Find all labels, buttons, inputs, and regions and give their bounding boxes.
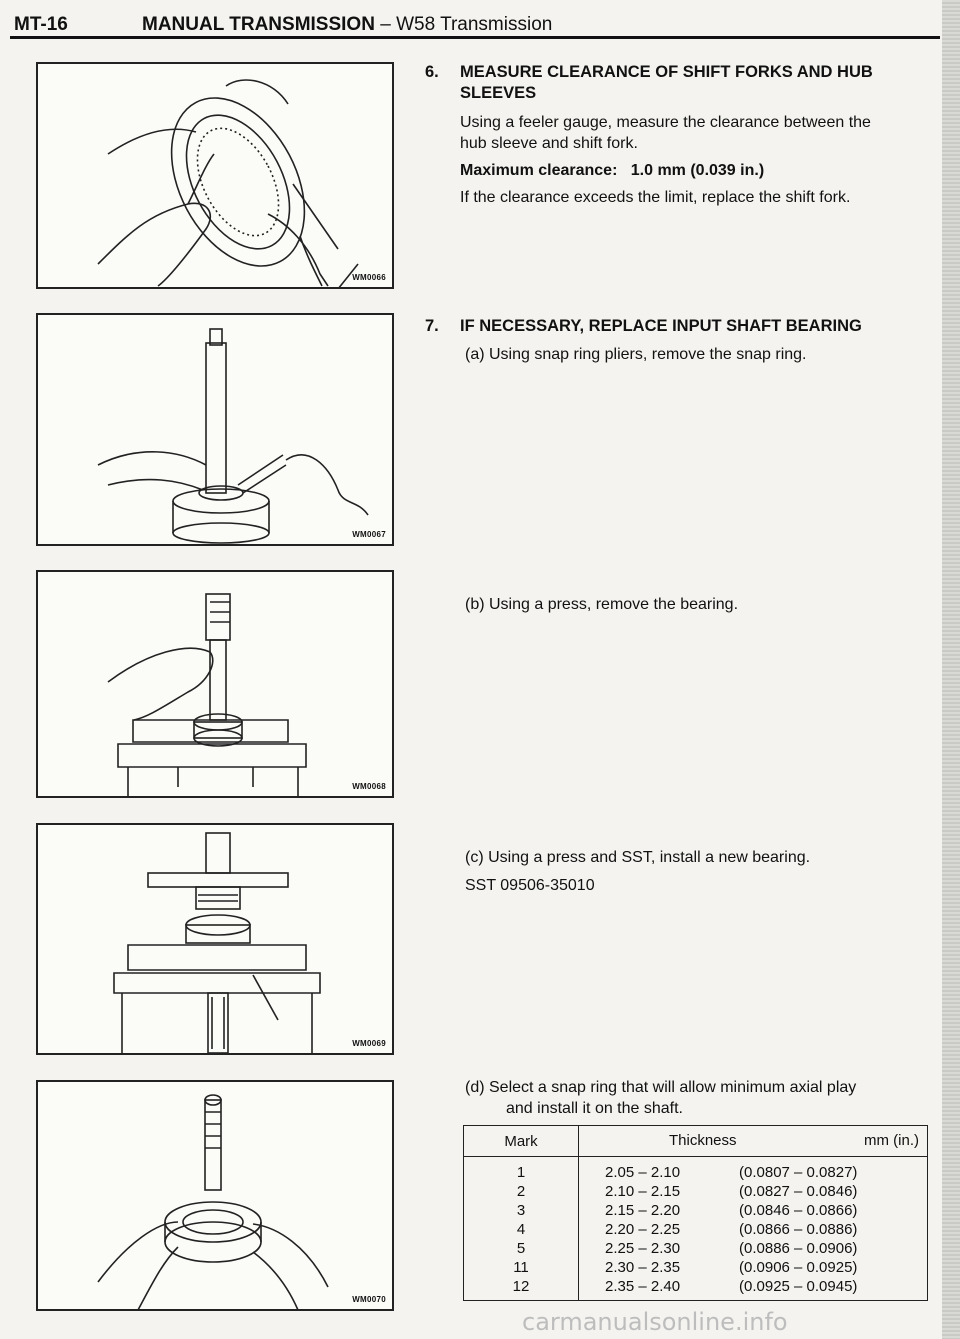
step-6-instruction-line2: hub sleeve and shift fork.: [460, 135, 638, 152]
row-thickness: [579, 1239, 928, 1258]
step-6-note: If the clearance exceeds the limit, replace the shift fork.: [460, 189, 851, 206]
figure-code: WM0068: [352, 782, 386, 791]
step-7d-line2: and install it on the shaft.: [506, 1100, 683, 1117]
step-6-heading-line1: MEASURE CLEARANCE OF SHIFT FORKS AND HUB: [460, 63, 873, 81]
step-6-heading-line2: SLEEVES: [460, 84, 537, 102]
row-mm: 2.20 – 2.25: [605, 1221, 681, 1238]
table-row: [464, 1157, 928, 1183]
row-inch: (0.0925 – 0.0945): [739, 1278, 858, 1295]
row-inch: (0.0866 – 0.0886): [739, 1221, 858, 1238]
step-7-heading-text: IF NECESSARY, REPLACE INPUT SHAFT BEARING: [460, 317, 862, 335]
figure-hub-sleeve: [36, 62, 394, 289]
snap-ring-table-body: [464, 1157, 928, 1301]
title-rest: – W58 Transmission: [380, 14, 553, 35]
row-mark: 1: [464, 1157, 579, 1183]
row-mark: 5: [464, 1239, 579, 1258]
title-bold: MANUAL TRANSMISSION: [142, 14, 375, 35]
page-header: [14, 10, 934, 38]
step-7d-line1: (d) Select a snap ring that will allow minimum axial play: [465, 1079, 857, 1096]
row-thickness: [579, 1258, 928, 1277]
table-row: [464, 1220, 928, 1239]
step-number: 6.: [425, 63, 439, 81]
figure-press-install: [36, 823, 394, 1055]
step-7c: (c) Using a press and SST, install a new bearing.: [465, 849, 811, 866]
table-row: [464, 1239, 928, 1258]
row-mark: 3: [464, 1201, 579, 1220]
table-row: [464, 1258, 928, 1277]
row-mark: 2: [464, 1182, 579, 1201]
row-mark: 4: [464, 1220, 579, 1239]
row-mm: 2.10 – 2.15: [605, 1183, 681, 1200]
table-row: [464, 1182, 928, 1201]
page-title: [142, 14, 552, 36]
row-thickness: [579, 1157, 928, 1183]
step-6-max-clearance: [460, 160, 764, 181]
row-mm: 2.15 – 2.20: [605, 1202, 681, 1219]
figure-code: WM0067: [352, 530, 386, 539]
row-inch: (0.0827 – 0.0846): [739, 1183, 858, 1200]
step-number: 7.: [425, 317, 439, 335]
step-7a: (a) Using snap ring pliers, remove the snap ring.: [465, 346, 807, 363]
page-number: MT-16: [14, 14, 68, 35]
header-rule: [10, 36, 940, 39]
footer-watermark: carmanualsonline.info: [522, 1308, 788, 1336]
figure-snap-ring-install: [36, 1080, 394, 1311]
figure-code: WM0066: [352, 273, 386, 282]
row-thickness: [579, 1277, 928, 1301]
max-clearance-value: 1.0 mm (0.039 in.): [630, 162, 765, 179]
snap-ring-pliers-illustration: [38, 315, 394, 546]
row-mark: 11: [464, 1258, 579, 1277]
step-7c-sst: SST 09506-35010: [465, 877, 595, 894]
step-7-heading: [425, 316, 945, 338]
step-7b: (b) Using a press, remove the bearing.: [465, 596, 739, 613]
figure-code: WM0069: [352, 1039, 386, 1048]
table-row: [464, 1277, 928, 1301]
row-inch: (0.0846 – 0.0866): [739, 1202, 858, 1219]
col-thickness-header: [579, 1126, 928, 1157]
row-mm: 2.30 – 2.35: [605, 1259, 681, 1276]
col-unit: mm (in.): [864, 1132, 919, 1149]
row-thickness: [579, 1201, 928, 1220]
figure-snap-ring-pliers: [36, 313, 394, 546]
row-mark: 12: [464, 1277, 579, 1301]
max-clearance-label: Maximum clearance:: [460, 162, 618, 179]
figure-press-remove: [36, 570, 394, 798]
row-mm: 2.35 – 2.40: [605, 1278, 681, 1295]
row-inch: (0.0886 – 0.0906): [739, 1240, 858, 1257]
row-inch: (0.0807 – 0.0827): [739, 1164, 858, 1181]
row-inch: (0.0906 – 0.0925): [739, 1259, 858, 1276]
snap-ring-install-illustration: [38, 1082, 394, 1311]
step-6-heading: [425, 62, 960, 106]
press-remove-bearing-illustration: [38, 572, 394, 798]
figure-code: WM0070: [352, 1295, 386, 1304]
row-thickness: [579, 1220, 928, 1239]
snap-ring-table: [463, 1125, 928, 1301]
page-edge-scan: [942, 0, 960, 1339]
step-6-instruction-line1: Using a feeler gauge, measure the clearance between the: [460, 114, 871, 131]
hub-sleeve-feeler-gauge-illustration: [38, 64, 394, 289]
press-install-bearing-sst-illustration: [38, 825, 394, 1055]
row-thickness: [579, 1182, 928, 1201]
col-mark: Mark: [464, 1126, 579, 1157]
row-mm: 2.05 – 2.10: [605, 1164, 681, 1181]
col-thickness: Thickness: [669, 1132, 737, 1149]
table-row: [464, 1201, 928, 1220]
row-mm: 2.25 – 2.30: [605, 1240, 681, 1257]
